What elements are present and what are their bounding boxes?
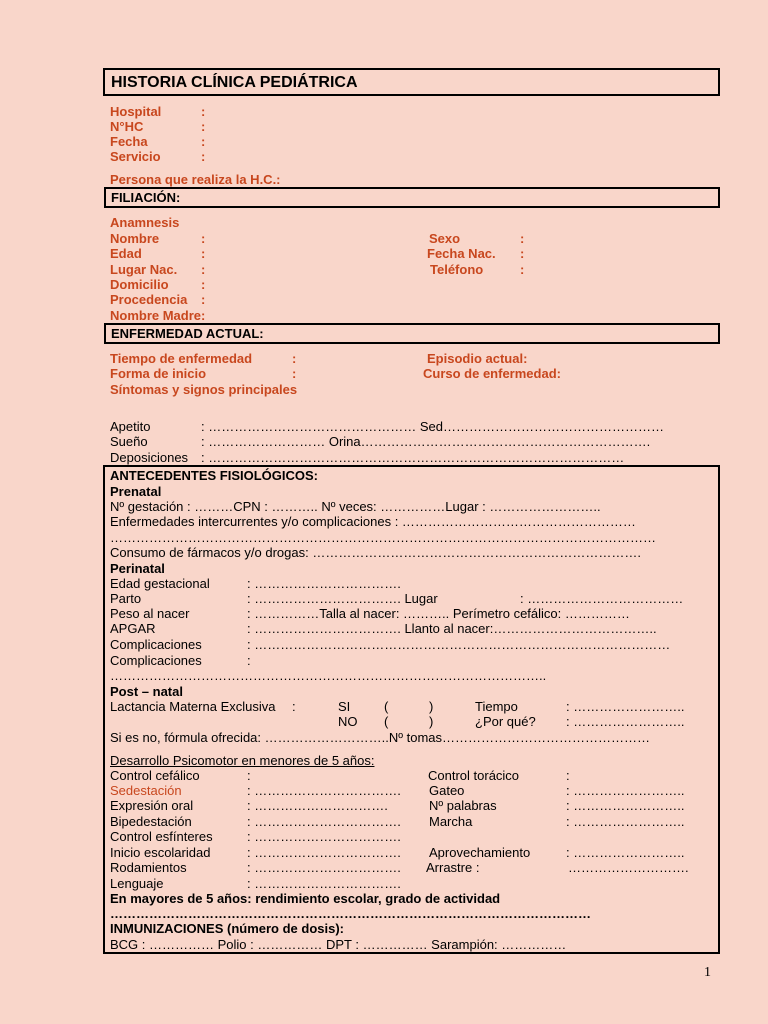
label-anamnesis: Anamnesis — [110, 215, 180, 230]
fill-deposiciones: : …………………………………………………………………………………… — [201, 450, 625, 465]
colon: : — [247, 768, 251, 783]
label-sedestacion: Sedestación — [110, 783, 182, 798]
label-nhc: N°HC — [110, 119, 144, 134]
fill-apetito: : ………………………………………… Sed…………………………………………… — [201, 419, 664, 434]
section-heading: FILIACIÓN: — [111, 190, 181, 205]
colon: : — [292, 366, 297, 381]
label-nombre-madre: Nombre Madre: — [110, 308, 206, 323]
section-filiacion — [104, 187, 720, 208]
line-consumo: Consumo de fármacos y/o drogas: …………………………………………………………………. — [110, 545, 641, 560]
label-complicaciones: Complicaciones — [110, 637, 202, 652]
fill-marcha: : …………………….. — [566, 814, 685, 829]
fill-peso: : ……………Talla al nacer: ……….. Perímetro cefálico: …………… — [247, 606, 630, 621]
colon: : — [201, 104, 206, 119]
fill-complicaciones: : …………………………………………………………………………………… — [247, 637, 671, 652]
option-si: SI — [338, 699, 351, 714]
label-expresion-oral: Expresión oral — [110, 798, 194, 813]
label-post-natal: Post – natal — [110, 684, 183, 699]
section-heading: ANTECEDENTES FISIOLÓGICOS: — [110, 468, 319, 483]
colon: : — [520, 231, 525, 246]
label-lactancia: Lactancia Materna Exclusiva — [110, 699, 276, 714]
document-title: HISTORIA CLÍNICA PEDIÁTRICA — [111, 74, 358, 91]
fill-rodamientos: : ……………………………. — [247, 860, 401, 875]
label-control-cefalico: Control cefálico — [110, 768, 200, 783]
label-episodio: Episodio actual: — [427, 351, 528, 366]
label-lugar-nac: Lugar Nac. — [110, 262, 178, 277]
colon: : — [201, 231, 206, 246]
label-fecha-nac: Fecha Nac. — [427, 246, 496, 261]
fill-apgar: : ……………………………. Llanto al nacer:……………………………….. — [247, 621, 657, 636]
line-dots: ……………………………………………………………………………………………………………… — [110, 530, 656, 545]
line-enfermedades: Enfermedades intercurrentes y/o complicaciones : ……………………………………………… — [110, 514, 636, 529]
label-rodamientos: Rodamientos — [110, 860, 187, 875]
fill-edad-gestacional: : ……………………………. — [247, 576, 401, 591]
label-aprovechamiento: Aprovechamiento — [429, 845, 531, 860]
label-control-toracico: Control torácico — [428, 768, 520, 783]
label-marcha: Marcha — [429, 814, 473, 829]
fill-sueno: : ……………………… Orina…………………………………………………………. — [201, 434, 651, 449]
label-apetito: Apetito — [110, 419, 151, 434]
label-palabras: Nº palabras — [429, 798, 497, 813]
label-control-esfinteres: Control esfínteres — [110, 829, 213, 844]
colon: : — [201, 292, 206, 307]
label-curso: Curso de enfermedad: — [423, 366, 561, 381]
colon: : — [520, 262, 525, 277]
label-inicio-escolaridad: Inicio escolaridad — [110, 845, 211, 860]
line-vacunas: BCG : …………… Polio : …………… DPT : …………… Sarampión: …………… — [110, 937, 567, 952]
label-perinatal: Perinatal — [110, 561, 165, 576]
fill-arrastre: ………………………. — [568, 860, 689, 875]
label-sexo: Sexo — [429, 231, 461, 246]
line-dots: ……………………………………………………………………………………….. — [110, 668, 547, 683]
label-parto: Parto — [110, 591, 142, 606]
label-nombre: Nombre — [110, 231, 160, 246]
label-peso: Peso al nacer — [110, 606, 190, 621]
checkbox-open: ( — [384, 714, 389, 729]
section-enfermedad-actual — [104, 323, 720, 344]
label-deposiciones: Deposiciones — [110, 450, 189, 465]
colon: : — [201, 262, 206, 277]
document-title-box — [103, 68, 720, 96]
fill-gateo: : …………………….. — [566, 783, 685, 798]
label-servicio: Servicio — [110, 149, 161, 164]
label-fecha: Fecha — [110, 134, 148, 149]
label-sintomas: Síntomas y signos principales — [110, 382, 298, 397]
checkbox-close: ) — [429, 714, 434, 729]
fill-inicio-escolaridad: : ……………………………. — [247, 845, 401, 860]
section-heading: ENFERMEDAD ACTUAL: — [111, 326, 264, 341]
label-bipedestacion: Bipedestación — [110, 814, 192, 829]
fill-palabras: : …………………….. — [566, 798, 685, 813]
label-telefono: Teléfono — [430, 262, 484, 277]
colon: : — [566, 768, 570, 783]
colon: : — [201, 119, 206, 134]
fill-bipedestacion: : ……………………………. — [247, 814, 401, 829]
label-apgar: APGAR — [110, 621, 156, 636]
label-sueno: Sueño — [110, 434, 148, 449]
label-forma-inicio: Forma de inicio — [110, 366, 207, 381]
fill-parto: : ……………………………. Lugar — [247, 591, 438, 606]
fill-parto-lugar: : ……………………………… — [520, 591, 684, 606]
colon: : — [201, 277, 206, 292]
checkbox-open: ( — [384, 699, 389, 714]
label-complicaciones: Complicaciones — [110, 653, 202, 668]
colon: : — [520, 246, 525, 261]
label-persona: Persona que realiza la H.C.: — [110, 172, 281, 187]
label-por-que: ¿Por qué? — [475, 714, 536, 729]
label-procedencia: Procedencia — [110, 292, 188, 307]
label-lenguaje: Lenguaje — [110, 876, 164, 891]
colon: : — [201, 134, 206, 149]
label-gateo: Gateo — [429, 783, 465, 798]
label-edad-gestacional: Edad gestacional — [110, 576, 210, 591]
fill-sedestacion: : ……………………………. — [247, 783, 401, 798]
fill-por-que: : …………………….. — [566, 714, 685, 729]
label-arrastre: Arrastre : — [426, 860, 480, 875]
fill-complicaciones: : — [247, 653, 251, 668]
line-formula: Si es no, fórmula ofrecida: ………………………..Nº tomas………………………………………… — [110, 730, 651, 745]
fill-aprovechamiento: : …………………….. — [566, 845, 685, 860]
option-no: NO — [338, 714, 358, 729]
colon: : — [292, 351, 297, 366]
label-mayores: En mayores de 5 años: rendimiento escolar, grado de actividad — [110, 891, 501, 906]
page-number: 1 — [704, 965, 711, 980]
colon: : — [201, 246, 206, 261]
line-gestacion: Nº gestación : ………CPN : ……….. Nº veces: ……………Lugar : …………………….. — [110, 499, 601, 514]
colon: : — [292, 699, 296, 714]
fill-expresion-oral: : …………………………. — [247, 798, 388, 813]
label-hospital: Hospital — [110, 104, 162, 119]
fill-control-esfinteres: : ……………………………. — [247, 829, 401, 844]
label-desarrollo: Desarrollo Psicomotor en menores de 5 años: — [110, 753, 375, 768]
label-domicilio: Domicilio — [110, 277, 169, 292]
line-dots: ………………………………………………………………………………………………… — [110, 906, 591, 921]
label-prenatal: Prenatal — [110, 484, 162, 499]
checkbox-close: ) — [429, 699, 434, 714]
label-inmunizaciones: INMUNIZACIONES (número de dosis): — [110, 921, 345, 936]
label-edad: Edad — [110, 246, 142, 261]
fill-tiempo: : …………………….. — [566, 699, 685, 714]
fill-lenguaje: : ……………………………. — [247, 876, 401, 891]
label-tiempo: Tiempo — [475, 699, 518, 714]
colon: : — [201, 149, 206, 164]
label-tiempo-enfermedad: Tiempo de enfermedad — [110, 351, 253, 366]
